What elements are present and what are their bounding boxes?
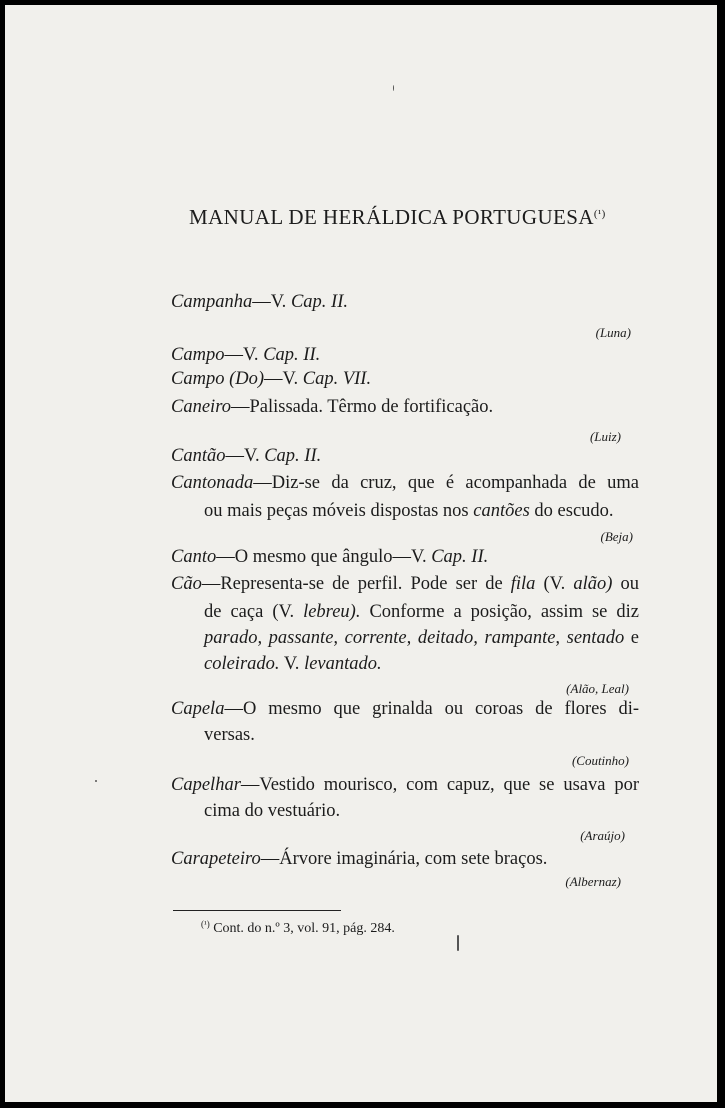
scan-speck bbox=[457, 935, 459, 951]
entry-cantonada-line2: ou mais peças móveis dispostas nos cantões do escudo. bbox=[204, 501, 614, 521]
document-page bbox=[5, 5, 717, 1102]
entry-cao-line2: de caça (V. lebreu). Conforme a posição, assim se diz bbox=[204, 602, 639, 622]
title-footnote-mark: (¹) bbox=[593, 208, 606, 220]
entry-source: (Coutinho) bbox=[571, 753, 629, 768]
entry-source: (Albernaz) bbox=[565, 874, 621, 889]
entry-term: Canto bbox=[171, 547, 217, 567]
scan-speck bbox=[393, 85, 394, 91]
entry-source: (Beja) bbox=[600, 529, 633, 544]
entry-cantonada: Cantonada—Diz-se da cruz, que é acompanhada de uma bbox=[171, 473, 639, 493]
entry-source: (Alão, Leal) bbox=[566, 681, 629, 696]
footnote bbox=[201, 919, 395, 937]
entry-campo-do: Campo (Do)—V. Cap. VII. bbox=[171, 369, 372, 389]
entry-term: Cantão bbox=[171, 446, 226, 466]
entry-capela-line2: versas. bbox=[204, 725, 255, 745]
scan-speck bbox=[95, 780, 97, 782]
entry-source: (Luiz) bbox=[589, 429, 621, 444]
entry-cao: Cão—Representa-se de perfil. Pode ser de fila (V. alão) ou bbox=[171, 574, 640, 594]
entry-term: Cão bbox=[171, 574, 202, 594]
entry-cao-line4: coleirado. V. levantado. bbox=[204, 654, 382, 674]
entry-cantao: Cantão—V. Cap. II. bbox=[171, 446, 322, 466]
page-title: MANUAL DE HERÁLDICA $PORTUGUESA^{(^1)}$ bbox=[189, 205, 606, 229]
entry-cao-line3: parado, passante, corrente, deitado, rampante, sentado e bbox=[204, 628, 640, 648]
footnote-rule bbox=[173, 910, 341, 911]
entry-capelhar-line2: cima do vestuário. bbox=[204, 801, 341, 821]
entry-campanha: Campanha—V. Cap. II. bbox=[171, 292, 348, 312]
entry-capelhar: Capelhar—Vestido mourisco, com capuz, que se usava por bbox=[171, 775, 639, 795]
entry-caneiro: Caneiro—Palissada. Têrmo de fortificação. bbox=[171, 397, 494, 417]
entry-term: Caneiro bbox=[171, 397, 231, 417]
entry-campo: Campo—V. Cap. II. bbox=[171, 345, 321, 365]
entry-capela: Capela—O mesmo que grinalda ou coroas de flores di- bbox=[171, 699, 639, 719]
entry-source: (Araújo) bbox=[580, 828, 625, 843]
entry-term: Carapeteiro bbox=[171, 849, 261, 869]
entry-term: Cantonada bbox=[171, 473, 254, 493]
footnote-mark: (¹) bbox=[201, 919, 210, 929]
entry-carapeteiro: Carapeteiro—Árvore imaginária, com sete braços. bbox=[171, 849, 548, 869]
footnote-text: Cont. do n.º 3, vol. 91, pág. 284. bbox=[209, 921, 395, 936]
entry-source: (Luna) bbox=[595, 325, 631, 340]
entry-canto: Canto—O mesmo que ângulo—V. Cap. II. bbox=[171, 547, 489, 567]
entry-term: Campo bbox=[171, 345, 225, 365]
entry-term: Campanha bbox=[171, 292, 253, 312]
entry-term: Campo (Do) bbox=[171, 369, 265, 389]
entry-term: Capelhar bbox=[171, 775, 241, 795]
entry-term: Capela bbox=[171, 699, 225, 719]
